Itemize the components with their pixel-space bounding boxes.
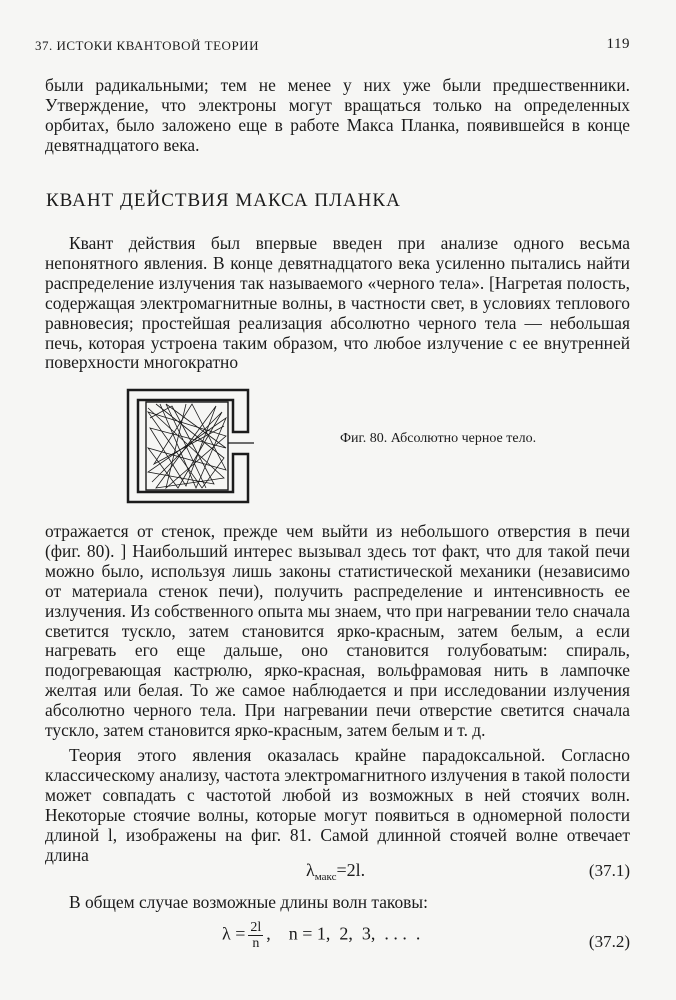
paragraph-intro: были радикальными; тем не менее у них уже были предшественники. Утверждение, что электроны могут вращаться только на определенных орбитах, было заложено еще в работе Макса Планка, появившейся в конце девятнадцатого века. [45,75,630,155]
blackbody-cavity-figure [126,388,256,504]
eq2-denominator: n [252,936,260,951]
eq1-lambda: λ [306,860,315,880]
eq2-fraction [248,920,263,951]
paragraph-theory: Теория этого явления оказалась крайне парадоксальной. Согласно классическому анализу, частота электромагнитного излучения в такой полости может совпадать с частотой любой из возможных в ней стоячих волн. Некоторые стоячие волны, которые могут появиться в одномерной полости длиной l, изображены на фиг. 81. Самой длинной стоячей волне отвечает длина [45,745,630,865]
eq2-numerator: 2l [250,920,262,935]
paragraph-general-case: В общем случае возможные длины волн таковы: [69,892,428,912]
equation-number-37-2: (37.2) [588,932,630,951]
running-header [35,38,630,58]
eq1-rhs: =2l. [336,860,366,880]
paragraph-quantum-action: Квант действия был впервые введен при анализе одного весьма непонятного явления. В конце девятнадцатого века усиленно пытались найти распределение излучения так называемого «черного тела». [Нагретая полость, содержащая электромагнитные волны, в частности свет, в условиях теплового равновесия; простейшая реализация абсолютно черного тела — небольшая печь, которая устроена таким образом, что любое излучение с ее внутренней поверхности многократно [45,233,630,373]
equation-37-2 [222,920,420,951]
page-number: 119 [606,36,630,52]
header-section-title: 37. ИСТОКИ КВАНТОВОЙ ТЕОРИИ [35,38,259,53]
equation-37-1 [306,860,365,883]
paragraph-reflection: отражается от стенок, прежде чем выйти из небольшого отверстия в печи (фиг. 80). ] Наибольший интерес вызывал здесь тот факт, что для такой печи можно было, используя лишь законы статистической механики (независимо от материала стенок печи), получить распределение и интенсивность ее излучения. Из собственного опыта мы знаем, что при нагревании тело сначала светится тускло, затем становится ярко-красным, затем белым, а если нагревать его еще дальше, оно становится голубоватым: спираль, подогревающая кастрюлю, ярко-красная, вольфрамовая нить в лампочке желтая или белая. То же самое наблюдается и при исследовании излучения абсолютно черного тела. При нагревании печи отверстие светится сначала тускло, затем становится ярко-красным, затем белым и т. д. [45,521,630,741]
eq1-subscript: макс [314,871,337,883]
figure-caption: Фиг. 80. Абсолютно черное тело. [340,431,537,446]
eq2-rhs: , n = 1, 2, 3, . . . . [266,923,421,944]
section-heading: КВАНТ ДЕЙСТВИЯ МАКСА ПЛАНКА [46,190,401,211]
eq2-lhs: λ = [222,923,246,944]
equation-number-37-1: (37.1) [588,861,630,880]
